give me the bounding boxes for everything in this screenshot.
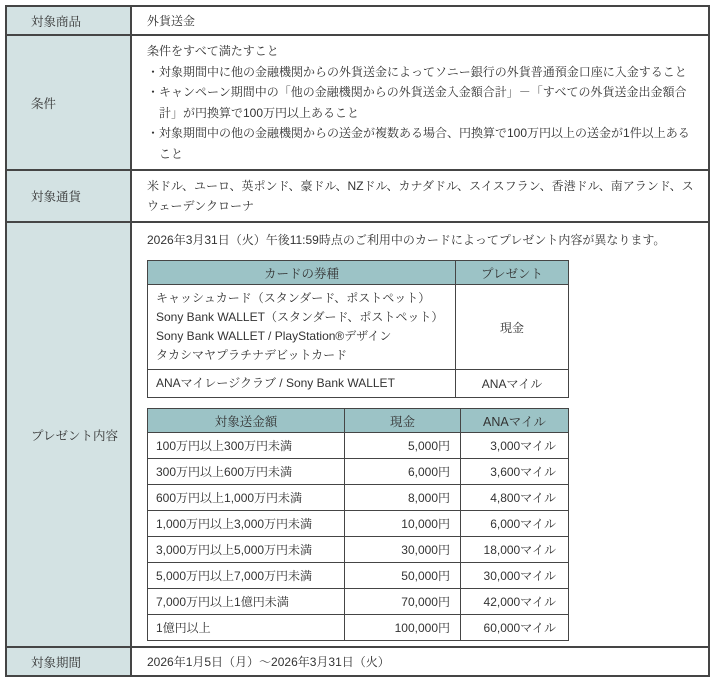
amount-tier-row [148,433,569,459]
condition-item: ・キャンペーン期間中の「他の金融機関からの外貨送金入金額合計」－「すべての外貨送金出金額合計」が円換算で100万円以上あること [147,85,687,120]
tier-miles: 6,000マイル [461,511,569,537]
card-type-line: タカシマヤプラチナデビットカード [156,348,348,362]
tier-cash: 70,000円 [345,589,461,615]
tier-cash: 10,000円 [345,511,461,537]
condition-item: ・対象期間中に他の金融機関からの外貨送金によってソニー銀行の外貨普通預金口座に入金すること [147,64,687,79]
row-conditions [6,35,709,170]
present-type-cash: 現金 [456,285,569,370]
tier-cash: 6,000円 [345,459,461,485]
tier-cash: 8,000円 [345,485,461,511]
tier-range: 3,000万円以上5,000万円未満 [148,537,345,563]
present-intro: 2026年3月31日（火）午後11:59時点のご利用中のカードによってプレゼント内容が異なります。 [147,233,666,247]
conditions-label: 条件 [6,35,131,170]
card-table-row [148,285,569,370]
tier-range: 5,000万円以上7,000万円未満 [148,563,345,589]
tier-range: 1億円以上 [148,615,345,641]
card-type-list [148,285,456,370]
tier-miles: 42,000マイル [461,589,569,615]
amount-tier-row [148,459,569,485]
card-table-row [148,370,569,398]
tier-range: 600万円以上1,000万円未満 [148,485,345,511]
amount-tier-row [148,485,569,511]
amount-tier-table [147,408,569,641]
amount-tier-row [148,563,569,589]
card-type-line: Sony Bank WALLET（スタンダード、ポストペット） [156,310,444,324]
miles-header: ANAマイル [461,409,569,433]
tier-miles: 3,000マイル [461,433,569,459]
card-table-header-row [148,261,569,285]
tier-miles: 18,000マイル [461,537,569,563]
amount-tier-row [148,615,569,641]
tier-range: 1,000万円以上3,000万円未満 [148,511,345,537]
tier-miles: 30,000マイル [461,563,569,589]
currencies-value: 米ドル、ユーロ、英ポンド、豪ドル、NZドル、カナダドル、スイスフラン、香港ドル、南アランド、スウェーデンクローナ [131,170,709,222]
tier-cash: 50,000円 [345,563,461,589]
tier-miles: 3,600マイル [461,459,569,485]
product-value: 外貨送金 [131,6,709,35]
card-type-line: Sony Bank WALLET / PlayStation®デザイン [156,329,392,343]
condition-item: ・対象期間中の他の金融機関からの送金が複数ある場合、円換算で100万円以上の送金が1件以上あること [147,126,690,161]
period-value: 2026年1月5日（月）～2026年3月31日（火） [131,647,709,676]
tier-cash: 30,000円 [345,537,461,563]
period-label: 対象期間 [6,647,131,676]
tier-range: 100万円以上300万円未満 [148,433,345,459]
cash-header: 現金 [345,409,461,433]
present-content [131,222,709,647]
tier-range: 7,000万円以上1億円未満 [148,589,345,615]
present-type-miles: ANAマイル [456,370,569,398]
card-type-line: キャッシュカード（スタンダード、ポストペット） [156,291,431,305]
row-currencies [6,170,709,222]
present-header: プレゼント [456,261,569,285]
tier-cash: 5,000円 [345,433,461,459]
amount-tier-row [148,589,569,615]
currencies-label: 対象通貨 [6,170,131,222]
amount-table-header-row [148,409,569,433]
conditions-content [131,35,709,170]
product-label: 対象商品 [6,6,131,35]
card-type-line: ANAマイレージクラブ / Sony Bank WALLET [148,370,456,398]
row-present [6,222,709,647]
tier-miles: 60,000マイル [461,615,569,641]
tier-miles: 4,800マイル [461,485,569,511]
row-period [6,647,709,676]
tier-range: 300万円以上600万円未満 [148,459,345,485]
conditions-intro: 条件をすべて満たすこと [147,44,279,58]
card-type-header: カードの券種 [148,261,456,285]
row-product [6,6,709,35]
amount-tier-row [148,537,569,563]
card-present-table [147,260,569,398]
amount-tier-row [148,511,569,537]
tier-cash: 100,000円 [345,615,461,641]
present-label: プレゼント内容 [6,222,131,647]
amount-header: 対象送金額 [148,409,345,433]
campaign-details-table [5,5,710,677]
